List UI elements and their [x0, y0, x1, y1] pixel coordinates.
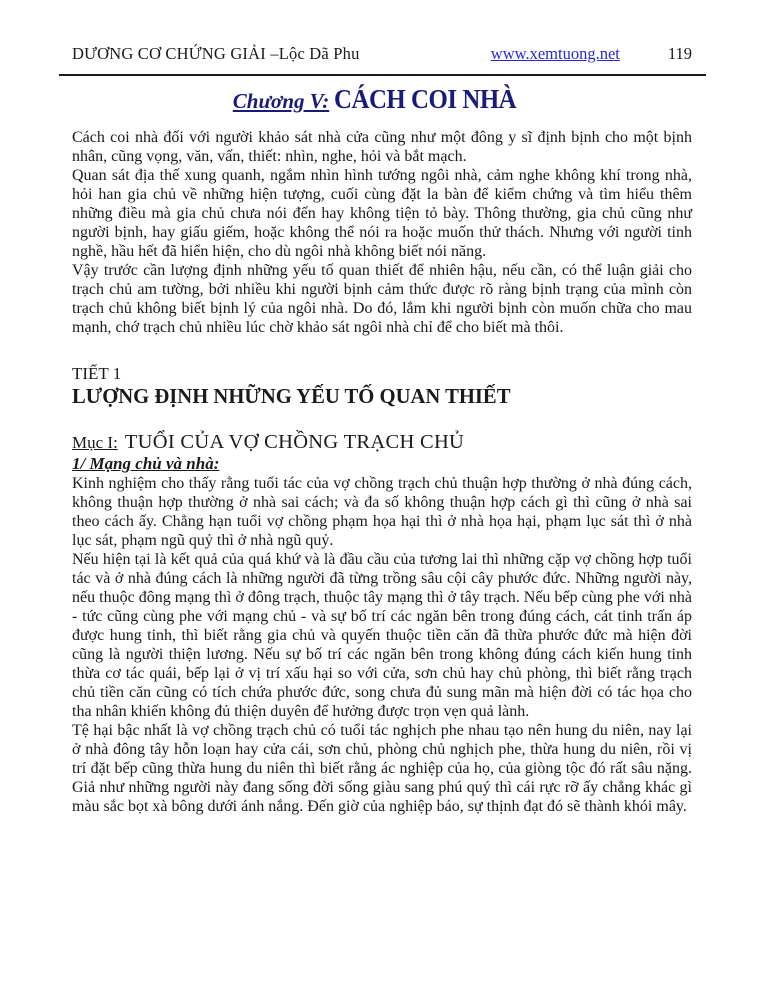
- subsection-subheading: 1/ Mạng chủ và nhà:: [72, 454, 220, 473]
- chapter-label: Chương V:: [232, 89, 330, 113]
- section-title: LƯỢNG ĐỊNH NHỮNG YẾU TỐ QUAN THIẾT: [72, 384, 511, 408]
- body-paragraph-3: Tệ hại bậc nhất là vợ chồng trạch chủ có tuổi tác nghịch phe nhau tạo nên hung du niên, nay lại ở nhà đông tây hỗn loạn hay cửa cái, sơn chủ, phòng chủ nghịch phe, thừa hung du niên, rồi vị trí đặt bếp cũng thừa hung du niên thì biết rằng ác nghiệp của họ, của giòng tộc đó rất sâu nặng. Giả như những người này đang sống đời sống giàu sang phú quý thì cái rực rỡ ấy chẳng khác gì màu sắc bọt xà bông dưới ánh nắng. Đến giờ của nghiệp báo, sự thịnh đạt đó sẽ thành khói mây.: [72, 722, 692, 815]
- website-link[interactable]: www.xemtuong.net: [490, 44, 620, 63]
- page-header: [0, 0, 765, 64]
- chapter-title: CÁCH COI NHÀ: [334, 84, 517, 114]
- chapter-heading: [0, 84, 765, 115]
- intro-paragraph-2: Quan sát địa thế xung quanh, ngắm nhìn hình tướng ngôi nhà, cảm nghe không khí trong nhà, hỏi han gia chủ về những hiện tượng, cuối cùng đặt la bàn để kiểm chứng và tìm hiểu thêm những điều mà gia chủ chưa nói đến hay không tiện tỏ bày. Thông thường, gia chủ cũng như người bịnh, hay giấu giếm, hoặc không thể nói ra hoặc muốn thử thách. Nhưng với người tinh nghề, hầu hết đã hiển hiện, cho dù ngôi nhà không biết nói năng.: [72, 167, 692, 260]
- section-kicker: TIẾT 1: [72, 364, 122, 383]
- page-body: [72, 128, 692, 816]
- intro-paragraph-3: Vậy trước cần lượng định những yếu tố quan thiết để nhiên hậu, nếu cần, có thể luận giải cho trạch chủ am tường, bởi nhiều khi người bịnh cảm thức được rõ ràng bịnh trạng của mình còn trạch chủ không biết bịnh lý của ngôi nhà. Do đó, lắm khi người bịnh còn muốn chữa cho mau mạnh, chớ trạch chủ nhiều lúc chờ khảo sát ngôi nhà chỉ để cho biết mà thôi.: [72, 262, 692, 336]
- header-divider: [59, 74, 706, 76]
- subsection-title: TUỔI CỦA VỢ CHỒNG TRẠCH CHỦ: [124, 431, 465, 453]
- subsection-label: Mục I:: [72, 433, 118, 452]
- page-number: 119: [667, 44, 692, 63]
- subsection-heading: [72, 433, 692, 453]
- intro-paragraph-1: Cách coi nhà đối với người khảo sát nhà cửa cũng như một đông y sĩ định bịnh cho một bịnh nhân, cũng vọng, văn, vấn, thiết: nhìn, nghe, hỏi và bắt mạch.: [72, 129, 692, 165]
- body-paragraph-2: Nếu hiện tại là kết quả của quá khứ và là đầu cầu của tương lai thì những cặp vợ chồng hợp tuổi tác và ở nhà đúng cách là những người đã từng trồng sâu cội cây phước đức. Những người này, nếu thuộc đông mạng thì ở đông trạch, thuộc tây mạng thì ở tây trạch. Nếu bếp cùng phe với nhà - tức cũng cùng phe với mạng chủ - và sự bố trí các ngăn bên trong đúng cách, cát tinh trấn áp được hung tinh, thì biết rằng gia chủ và quyến thuộc tiền căn đã thừa phước đức mà hiện đời cũng là người thiện lương. Nếu sự bố trí các ngăn bên trong không đúng cách kiến hung tinh thừa cơ tác quái, bếp lại ở vị trí xấu hại so với cửa, sơn chủ hay chủ phòng, thì biết rằng trạch chủ tiền căn cũng có tích chứa phước đức, song chưa đủ sung mãn mà hiện đời có tác họa cho tha nhân khiến không đủ thiện duyên để hưởng được trọn vẹn quả lành.: [72, 551, 692, 720]
- book-title: DƯƠNG CƠ CHỨNG GIẢI –Lộc Dã Phu: [72, 44, 360, 63]
- body-paragraph-1: Kinh nghiệm cho thấy rằng tuổi tác của vợ chồng trạch chủ thuận hợp thường ở nhà đúng cách, không thuận hợp thường ở nhà sai cách; và đa số không thuận hợp cách gì thì cũng ở nhà sai theo cách ấy. Chẳng hạn tuổi vợ chồng phạm họa hại thì ở nhà họa hại, phạm lục sát thì ở nhà lục sát, phạm ngũ quỷ thì ở nhà ngũ quỷ.: [72, 475, 692, 549]
